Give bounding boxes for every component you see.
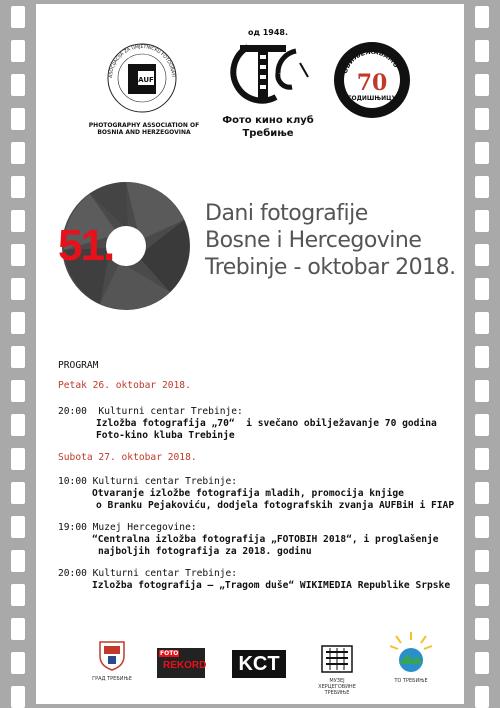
sprocket-hole xyxy=(11,312,25,334)
sprocket-hole xyxy=(475,346,489,368)
event-1-line-2: Foto-kino kluba Trebinje xyxy=(96,430,235,441)
foto-rekord-logo xyxy=(157,648,205,678)
club-name-line1: Фото кино клуб xyxy=(222,115,314,126)
sprocket-hole xyxy=(11,74,25,96)
sprocket-hole xyxy=(475,176,489,198)
sprocket-hole xyxy=(11,244,25,266)
museum-caption-2: ТРЕБИЊЕ xyxy=(324,690,350,696)
sprocket-hole xyxy=(11,686,25,708)
event-2-line-1: Otvaranje izložbe fotografija mladih, promocija knjige xyxy=(92,488,404,499)
sprocket-hole xyxy=(11,380,25,402)
sprocket-hole xyxy=(11,550,25,572)
title-line-3: Trebinje - oktobar 2018. xyxy=(205,255,456,280)
svg-text:ГОДИШЊИЦУ: ГОДИШЊИЦУ xyxy=(347,95,397,102)
sprocket-hole xyxy=(11,584,25,606)
club-since: од 1948. xyxy=(247,28,289,37)
sprocket-hole xyxy=(475,584,489,606)
museum-herzegovina-logo xyxy=(312,644,362,694)
sprocket-hole xyxy=(475,74,489,96)
program-heading: PROGRAM xyxy=(58,360,99,371)
sprocket-hole xyxy=(475,142,489,164)
festival-title xyxy=(205,200,456,281)
event-2-time-place: 10:00 Kulturni centar Trebinje: xyxy=(58,476,238,487)
sprocket-hole xyxy=(11,414,25,436)
sprocket-hole xyxy=(475,244,489,266)
sprocket-hole xyxy=(11,176,25,198)
sprocket-hole xyxy=(475,210,489,232)
laurel-wreath-icon xyxy=(330,38,414,122)
foto-kino-klub-logo xyxy=(218,28,318,128)
sprocket-hole xyxy=(475,482,489,504)
event-1-line-1: Izložba fotografija „70“ i svečano obilježavanje 70 godina xyxy=(96,418,437,429)
sprocket-hole xyxy=(475,414,489,436)
svg-text:AUF: AUF xyxy=(138,76,154,84)
to-caption: ТО ТРЕБИЊЕ xyxy=(394,678,428,684)
film-strip-right xyxy=(464,0,500,707)
club-name-line2: Требиње xyxy=(242,128,294,139)
sprocket-hole xyxy=(475,6,489,28)
museum-emblem-icon xyxy=(312,644,362,674)
poster-page xyxy=(36,4,464,704)
coat-of-arms-icon xyxy=(92,638,132,672)
film-strip-left xyxy=(0,0,36,707)
event-2-line-2: o Branku Pejakoviću, dodjela fotografskih zvanja AUFBiH i FIAP xyxy=(96,500,455,511)
sun-mountain-icon xyxy=(386,630,436,674)
foto-label: FOTO xyxy=(160,650,179,657)
day-2-date: Subota 27. oktobar 2018. xyxy=(58,452,197,463)
svg-text:ОБИЉЕЖАВАМО: ОБИЉЕЖАВАМО xyxy=(340,47,401,75)
edition-number: 51. xyxy=(58,221,114,270)
event-3-time-place: 19:00 Muzej Hercegovine: xyxy=(58,522,197,533)
sprocket-hole xyxy=(475,312,489,334)
sprocket-hole xyxy=(11,278,25,300)
event-1-time-place: 20:00 Kulturni centar Trebinje: xyxy=(58,406,243,417)
event-4-line-1: Izložba fotografija – „Tragom duše“ WIKIMEDIA Republike Srpske xyxy=(92,580,451,591)
association-name-line1: PHOTOGRAPHY ASSOCIATION OF xyxy=(88,122,200,129)
sprocket-hole xyxy=(475,618,489,640)
sprocket-hole xyxy=(11,210,25,232)
sprocket-hole xyxy=(11,516,25,538)
club-name xyxy=(206,114,330,140)
association-name xyxy=(84,122,204,136)
sprocket-hole xyxy=(11,142,25,164)
event-4-time-place: 20:00 Kulturni centar Trebinje: xyxy=(58,568,238,579)
association-name-line2: BOSNIA AND HERZEGOVINA xyxy=(97,129,191,136)
anniversary-70-logo xyxy=(330,38,414,122)
event-3-line-1: “Centralna izložba fotografija „FOTOBIH 2018“, i proglašenje xyxy=(92,534,439,545)
sprocket-hole xyxy=(475,516,489,538)
sprocket-hole xyxy=(11,652,25,674)
photography-association-logo xyxy=(96,40,188,122)
sprocket-hole xyxy=(11,618,25,640)
city-trebinje-logo xyxy=(92,638,132,684)
title-line-2: Bosne i Hercegovine xyxy=(205,228,422,253)
sprocket-hole xyxy=(475,278,489,300)
museum-caption-1: МУЗЕЈ ХЕРЦЕГОВИНЕ xyxy=(318,678,356,690)
sprocket-hole xyxy=(475,448,489,470)
rekord-label: REKORD xyxy=(163,660,207,671)
sprocket-hole xyxy=(11,108,25,130)
sprocket-hole xyxy=(475,108,489,130)
sprocket-hole xyxy=(11,482,25,504)
sprocket-hole xyxy=(475,40,489,62)
sprocket-hole xyxy=(11,346,25,368)
day-1-date: Petak 26. oktobar 2018. xyxy=(58,380,191,391)
tourist-org-trebinje-logo xyxy=(386,630,436,686)
kct-logo: KCT xyxy=(232,650,286,678)
film-reel-icon xyxy=(218,37,318,111)
svg-text:ASOCIJACIJA ZA UMJETNIČKU FOTO: ASOCIJACIJA ZA UMJETNIČKU FOTOGRAFI xyxy=(108,44,176,79)
sprocket-hole xyxy=(11,6,25,28)
sprocket-hole xyxy=(11,40,25,62)
sprocket-hole xyxy=(475,550,489,572)
sprocket-hole xyxy=(11,448,25,470)
city-caption: ГРАД ТРЕБИЊЕ xyxy=(92,676,132,682)
svg-text:70: 70 xyxy=(356,70,388,96)
sprocket-hole xyxy=(475,686,489,708)
title-line-1: Dani fotografije xyxy=(205,201,368,226)
event-3-line-2: najboljih fotografija za 2018. godinu xyxy=(98,546,312,557)
association-seal-icon xyxy=(96,40,188,122)
sprocket-hole xyxy=(475,380,489,402)
sprocket-hole xyxy=(475,652,489,674)
